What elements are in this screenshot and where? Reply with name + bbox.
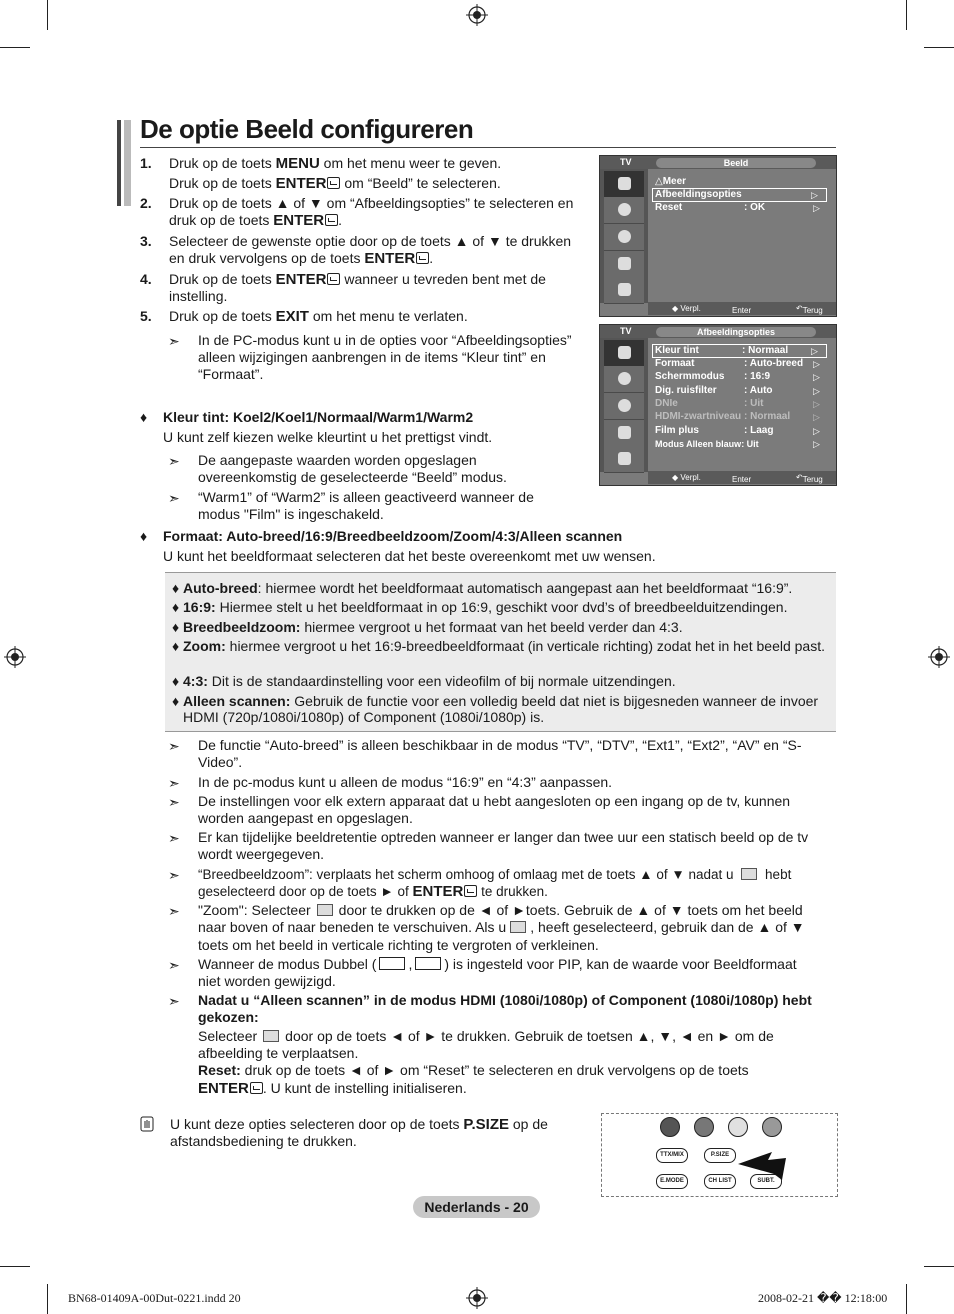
green-button[interactable] — [694, 1117, 714, 1137]
menu-row-label: Dig. ruisfilter — [655, 385, 717, 396]
term: Zoom: — [183, 638, 226, 654]
note-arrow-icon: ➣ — [168, 453, 180, 469]
note-text: Er kan tijdelijke beeldretentie optreden wanneer er langer dan twee uur een statisch beeld op de tv wordt weergegeven. — [198, 829, 809, 862]
step-text: Druk op de toets — [169, 271, 276, 287]
zoom-icon — [510, 921, 526, 933]
note-arrow-icon: ➣ — [168, 867, 180, 883]
crop-mark — [906, 0, 907, 30]
crop-mark — [924, 1266, 954, 1267]
menu-row-disabled — [655, 398, 825, 410]
key-label: MENU — [275, 155, 320, 172]
reset-line — [198, 1062, 749, 1079]
menu-row-label: HDMI-zwartniveau — [655, 411, 742, 422]
crop-mark — [906, 1284, 907, 1314]
enter-icon — [250, 1082, 263, 1094]
step-text: Druk op de toets ▲ of ▼ om “Afbeeldingsopties” te selecteren en druk op de toets — [169, 195, 574, 228]
menu-row[interactable] — [655, 202, 825, 214]
crop-mark — [47, 0, 48, 30]
page-number: Nederlands - 20 — [413, 1196, 540, 1218]
psize-key[interactable]: P.SIZE — [704, 1148, 736, 1163]
bullet-diamond-icon: ♦ — [172, 638, 180, 654]
crop-mark — [924, 47, 954, 48]
note-text: druk op de toets ◄ of ► om “Reset” te selecteren en druk vervolgens op de toets — [240, 1062, 749, 1078]
sound-menu-icon[interactable] — [604, 366, 644, 393]
note-text: De aangepaste waarden worden opgeslagen overeenkomstig de geselecteerde “Beeld” modus. — [198, 452, 507, 485]
menu-row-value: : Uit — [741, 439, 759, 449]
dubbel-pip-icon — [415, 957, 441, 970]
psize-note — [170, 1116, 580, 1150]
menu-row-value: : OK — [744, 202, 766, 213]
menu-tab-title: Beeld — [656, 158, 816, 168]
enter-icon — [325, 214, 338, 226]
key-label: EXIT — [275, 308, 309, 325]
arrow-right-icon: ▷ — [813, 359, 820, 369]
crop-mark — [47, 1284, 48, 1314]
term: 16:9: — [183, 599, 216, 615]
bullet-diamond-icon: ♦ — [172, 599, 180, 615]
menu-source-label: TV — [620, 326, 632, 336]
menu-row-label: △Meer — [655, 176, 687, 187]
return-hint: ↶ Terug — [796, 473, 823, 484]
menu-row-value: : Auto-breed — [744, 358, 804, 369]
step-number: 2. — [140, 195, 152, 211]
note-arrow-icon: ➣ — [168, 738, 180, 754]
menu-footer — [648, 302, 836, 315]
alleen-scannen-line: afbeelding te verplaatsen. — [198, 1045, 359, 1061]
arrow-right-icon: ▷ — [811, 346, 818, 356]
step-text: Druk op de toets — [169, 175, 276, 191]
note-arrow-icon: ➣ — [168, 333, 180, 349]
setup-menu-icon[interactable] — [604, 251, 644, 278]
chlist-key[interactable]: CH LIST — [704, 1174, 736, 1189]
menu-row-label: Schermmodus — [655, 371, 725, 382]
step-text: Druk op de toets — [169, 155, 276, 171]
arrow-right-icon: ▷ — [813, 203, 820, 213]
arrow-right-icon: ▷ — [813, 412, 820, 422]
dubbel-note-line2: niet worden gewijzigd. — [198, 973, 336, 989]
menu-row-value: : Normaal — [744, 411, 791, 422]
note-text: "Zoom": Selecteer — [198, 902, 311, 918]
move-hint: ◆ Verpl. — [672, 304, 701, 313]
menu-row-value: : Normaal — [742, 345, 789, 356]
note-text: door op de toets ◄ of ► te drukken. Gebruik de toetsen ▲, ▼, ◄ en ► om de — [285, 1028, 774, 1044]
note-text: ) is ingesteld voor PIP, kan de waarde voor Beeldformaat — [444, 956, 797, 972]
zoom-note-line3: toets om het beeld in verticale richting te vergroten of verkleinen. — [198, 937, 599, 953]
note-arrow-icon: ➣ — [168, 957, 180, 973]
menu-row-selected[interactable] — [652, 188, 827, 202]
term-text: Gebruik de functie voor een volledig beeld dat niet is bijgesneden wanneer de invoer HDMI (720p/1080i/1080p) of Component (1080i/1080p) is. — [183, 693, 819, 725]
registration-mark-icon — [466, 4, 488, 26]
reset-label: Reset: — [198, 1062, 241, 1078]
note-text: , — [408, 956, 413, 972]
term: Alleen scannen: — [183, 693, 291, 709]
return-hint: ↶ Terug — [796, 304, 823, 315]
menu-row[interactable] — [655, 385, 825, 397]
note-text: “Warm1” of “Warm2” is alleen geactiveerd wanneer de modus "Film" is ingeschakeld. — [198, 489, 534, 522]
return-hint-label: Terug — [802, 475, 823, 484]
title-accent-bar — [124, 120, 131, 206]
sound-menu-icon[interactable] — [604, 197, 644, 224]
term-text: hiermee vergroot u het 16:9-breedbeeldformaat (in verticale richting) zodat het in het beeld past. — [225, 638, 825, 654]
alleen-scannen-line — [198, 1028, 774, 1045]
step-text: om het menu weer te geven. — [319, 155, 502, 171]
ttx-mix-key[interactable]: TTX/MIX — [656, 1148, 688, 1163]
bullet-diamond-icon: ♦ — [140, 409, 148, 425]
title-rule — [140, 147, 836, 148]
zoom-icon — [317, 904, 333, 916]
menu-row[interactable] — [655, 425, 825, 437]
enter-icon — [464, 885, 477, 897]
bullet-diamond-icon: ♦ — [172, 693, 180, 709]
step-number: 3. — [140, 233, 152, 249]
menu-row-label: Formaat — [655, 358, 695, 369]
note-text: De functie “Auto-breed” is alleen beschikbaar in de modus “TV”, “DTV”, “Ext1”, “Ext2”, “AV” en “S-Video”. — [198, 737, 802, 770]
zoom-note-line2 — [198, 919, 805, 936]
menu-source-label: TV — [620, 157, 632, 167]
menu-row-label: DNIe — [655, 398, 678, 409]
step-text: om het menu te verlaten. — [308, 308, 468, 324]
note-text: door te drukken op de ◄ of ►toets. Gebruik de ▲ of ▼ toets om het beeld — [338, 902, 803, 918]
yellow-button[interactable] — [728, 1117, 748, 1137]
step-text: wanneer u tevreden bent met de instelling. — [169, 271, 546, 304]
enter-icon — [416, 252, 429, 264]
note-text: U kunt deze opties selecteren door op de toets — [170, 1116, 464, 1132]
enter-hint-label: Enter — [732, 306, 752, 315]
print-file-info: BN68-01409A-00Dut-0221.indd 20 — [68, 1291, 241, 1305]
step-text: . — [338, 212, 343, 228]
section-description: U kunt zelf kiezen welke kleurtint u het prettigst vindt. — [163, 429, 493, 445]
input-menu-icon[interactable] — [604, 277, 644, 304]
tv-menu-afbeeldingsopties — [599, 324, 837, 486]
move-hint: ◆ Verpl. — [672, 473, 701, 482]
note-text: op de afstandsbediening te drukken. — [170, 1116, 548, 1149]
bullet-diamond-icon: ♦ — [172, 619, 180, 635]
menu-row-label: Reset — [655, 202, 683, 213]
reset-line-2 — [198, 1080, 467, 1097]
emode-key[interactable]: E.MODE — [656, 1174, 688, 1189]
term: 4:3: — [183, 673, 208, 689]
term-text: : hiermee wordt het beeldformaat automatisch aangepast aan het beeldformaat “16:9”. — [257, 580, 793, 596]
note-arrow-icon: ➣ — [168, 490, 180, 506]
term-text: hiermee vergroot u het formaat van het beeld verder dan 4:3. — [300, 619, 683, 635]
setup-menu-icon[interactable] — [604, 420, 644, 447]
section-heading: Kleur tint: Koel2/Koel1/Normaal/Warm1/Warm2 — [163, 409, 474, 425]
menu-row[interactable] — [655, 438, 825, 450]
menu-footer — [648, 471, 836, 484]
note-arrow-icon: ➣ — [168, 903, 180, 919]
note-text: “Breedbeeldzoom”: verplaats het scherm omhoog of omlaag met de toets ▲ of ▼ nadat u — [198, 867, 734, 882]
bullet-diamond-icon: ♦ — [140, 528, 148, 544]
menu-row[interactable] — [655, 358, 825, 370]
key-label: ENTER — [198, 1080, 249, 1097]
step-text: om “Beeld” te selecteren. — [340, 175, 501, 191]
menu-row-label: Film plus — [655, 425, 699, 436]
note-text: Wanneer de modus Dubbel ( — [198, 956, 377, 972]
key-label: ENTER — [364, 250, 416, 267]
note-arrow-icon: ➣ — [168, 993, 180, 1009]
menu-row-value: : Uit — [744, 398, 764, 409]
title-accent-bar — [117, 120, 121, 206]
note-text: naar boven of naar beneden te verschuiven. Als u — [198, 919, 507, 935]
breedbeeldzoom-icon — [741, 868, 757, 880]
page-title: De optie Beeld configureren — [140, 114, 474, 144]
input-menu-icon[interactable] — [604, 446, 644, 473]
breedbeeldzoom-note-line2 — [198, 883, 548, 900]
note-text: geselecteerd door op de toets ► of — [198, 884, 413, 899]
crop-mark — [0, 1266, 30, 1267]
menu-row-label: Modus Alleen blauw — [655, 439, 742, 449]
term-text: Hiermee stelt u het beeldformaat in op 16:9, geschikt voor dvd’s of breedbeelduitzendingen. — [215, 599, 788, 615]
note-text: . U kunt de instelling initialiseren. — [262, 1080, 467, 1096]
return-hint-label: Terug — [802, 306, 823, 315]
remote-illustration — [601, 1113, 838, 1197]
step-number: 5. — [140, 308, 152, 324]
tv-menu-beeld — [599, 155, 837, 317]
menu-row-value: : Auto — [744, 385, 773, 396]
step-number: 4. — [140, 271, 152, 287]
section-description: U kunt het beeldformaat selecteren dat het beste overeenkomt met uw wensen. — [163, 548, 656, 564]
key-label: ENTER — [412, 883, 464, 900]
picture-menu-icon[interactable] — [604, 171, 644, 198]
note-text: In de pc-modus kunt u alleen de modus “16:9” en “4:3” aanpassen. — [198, 774, 613, 790]
enter-icon — [327, 177, 340, 189]
crop-mark — [0, 47, 30, 48]
menu-row-value: : 16:9 — [744, 371, 771, 382]
subt-key[interactable]: SUBT. — [750, 1174, 782, 1189]
section-heading: Formaat: Auto-breed/16:9/Breedbeeldzoom/Zoom/4:3/Alleen scannen — [163, 528, 623, 544]
picture-menu-icon[interactable] — [604, 340, 644, 367]
arrow-right-icon: ▷ — [813, 372, 820, 382]
menu-row-disabled — [655, 411, 825, 423]
note-heading: Nadat u “Alleen scannen” in de modus HDMI (1080i/1080p) of Component (1080i/1080p) hebt gekozen: — [198, 992, 812, 1025]
enter-icon — [327, 273, 340, 285]
menu-row[interactable] — [655, 371, 825, 383]
arrow-right-icon: ▷ — [813, 426, 820, 436]
blue-button[interactable] — [762, 1117, 782, 1137]
enter-hint-label: Enter — [732, 475, 752, 484]
arrow-right-icon: ▷ — [813, 386, 820, 396]
key-label: P.SIZE — [463, 1116, 509, 1133]
pointer-arrow-icon — [738, 1144, 788, 1180]
print-date-info: 2008-02-21 �� 12:18:00 — [758, 1291, 888, 1305]
note-text: te drukken. — [477, 884, 548, 899]
menu-row[interactable] — [655, 176, 686, 188]
menu-tab-title: Afbeeldingsopties — [656, 327, 816, 337]
registration-mark-icon — [466, 1287, 488, 1309]
menu-row-selected[interactable] — [652, 344, 827, 358]
step-text: . — [429, 250, 434, 266]
registration-mark-icon — [4, 646, 26, 668]
key-label: ENTER — [275, 175, 327, 192]
term-text: Dit is de standaardinstelling voor een videofilm of bij normale uitzendingen. — [207, 673, 676, 689]
step-text: Selecteer de gewenste optie door op de toets ▲ of ▼ te drukken en druk vervolgens op de toets — [169, 233, 572, 266]
term: Breedbeeldzoom: — [183, 619, 301, 635]
note-text: Selecteer — [198, 1028, 258, 1044]
note-arrow-icon: ➣ — [168, 830, 180, 846]
dubbel-pip-icon — [379, 957, 405, 970]
channel-menu-icon[interactable] — [604, 393, 644, 420]
step-number: 1. — [140, 155, 152, 171]
term: Auto-breed — [183, 580, 258, 596]
arrow-right-icon: ▷ — [811, 190, 818, 200]
arrow-right-icon: ▷ — [813, 439, 820, 449]
key-label: ENTER — [273, 212, 325, 229]
key-label: ENTER — [275, 271, 327, 288]
scan-icon — [263, 1030, 279, 1042]
channel-menu-icon[interactable] — [604, 224, 644, 251]
menu-row-value: : Laag — [744, 425, 774, 436]
arrow-right-icon: ▷ — [813, 399, 820, 409]
note-arrow-icon: ➣ — [168, 794, 180, 810]
bullet-diamond-icon: ♦ — [172, 673, 180, 689]
menu-sidebar — [600, 169, 648, 303]
note-arrow-icon: ➣ — [168, 775, 180, 791]
note-text: hebt — [765, 867, 792, 882]
menu-sidebar — [600, 338, 648, 472]
menu-row-label: Kleur tint — [655, 345, 699, 356]
note-text: In de PC-modus kunt u in de opties voor “Afbeeldingsopties” alleen wijzigingen aanbrengen in de items “Kleur tint” en “Formaat”. — [198, 332, 572, 382]
note-text: De instellingen voor elk extern apparaat dat u hebt aangesloten op een ingang op de tv, kunnen worden aangepast en opgeslagen. — [198, 793, 791, 826]
step-text: Druk op de toets — [169, 308, 276, 324]
remote-hand-icon — [140, 1116, 154, 1132]
note-text: , heeft geselecteerd, gebruik dan de ▲ of ▼ — [530, 919, 805, 935]
registration-mark-icon — [928, 646, 950, 668]
red-button[interactable] — [660, 1117, 680, 1137]
bullet-diamond-icon: ♦ — [172, 580, 180, 596]
menu-row-label: Afbeeldingsopties — [655, 189, 742, 200]
